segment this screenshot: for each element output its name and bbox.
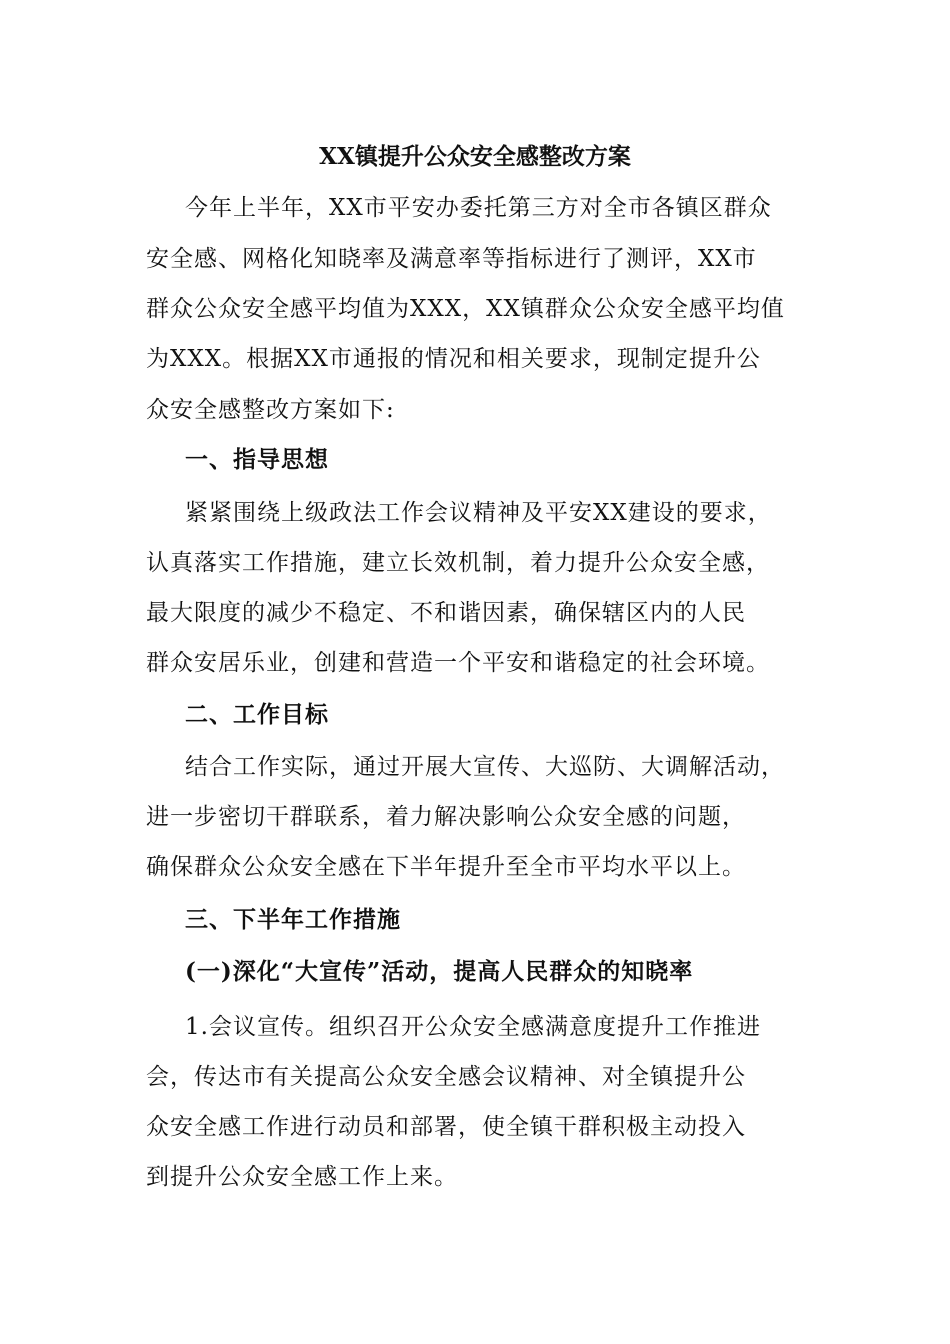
- section-1-line-1: 紧紧围绕上级政法工作会议精神及平安XX建设的要求，: [185, 500, 772, 526]
- section-2-line-3: 确保群众公众安全感在下半年提升至全市平均水平以上。: [146, 854, 746, 880]
- section-3-line-4: 到提升公众安全感工作上来。: [146, 1164, 458, 1190]
- intro-line-4: 为XXX。根据XX市通报的情况和相关要求，现制定提升公: [146, 346, 761, 372]
- section-2-heading: 二、工作目标: [185, 701, 329, 728]
- intro-line-1: 今年上半年，XX市平安办委托第三方对全市各镇区群众: [185, 195, 772, 221]
- section-2-line-1: 结合工作实际，通过开展大宣传、大巡防、大调解活动，: [185, 754, 785, 780]
- document-title: XX镇提升公众安全感整改方案: [319, 143, 631, 170]
- section-3-line-1: 1.会议宣传。组织召开公众安全感满意度提升工作推进: [185, 1014, 761, 1040]
- section-1-line-3: 最大限度的减少不稳定、不和谐因素，确保辖区内的人民: [146, 600, 746, 626]
- section-2-line-2: 进一步密切干群联系，着力解决影响公众安全感的问题，: [146, 804, 746, 830]
- section-1-heading: 一、指导思想: [185, 446, 329, 473]
- intro-line-3: 群众公众安全感平均值为XXX，XX镇群众公众安全感平均值: [146, 296, 785, 322]
- intro-line-5: 众安全感整改方案如下:: [146, 397, 395, 423]
- section-1-line-2: 认真落实工作措施，建立长效机制，着力提升公众安全感，: [146, 550, 770, 576]
- intro-line-2: 安全感、网格化知晓率及满意率等指标进行了测评，XX市: [146, 246, 757, 272]
- section-3-subheading: (一)深化“大宣传”活动，提高人民群众的知晓率: [185, 958, 694, 985]
- section-3-heading: 三、下半年工作措施: [185, 906, 401, 933]
- section-3-line-2: 会，传达市有关提高公众安全感会议精神、对全镇提升公: [146, 1064, 746, 1090]
- section-3-line-3: 众安全感工作进行动员和部署，使全镇干群积极主动投入: [146, 1114, 746, 1140]
- section-1-line-4: 群众安居乐业，创建和营造一个平安和谐稳定的社会环境。: [146, 650, 770, 676]
